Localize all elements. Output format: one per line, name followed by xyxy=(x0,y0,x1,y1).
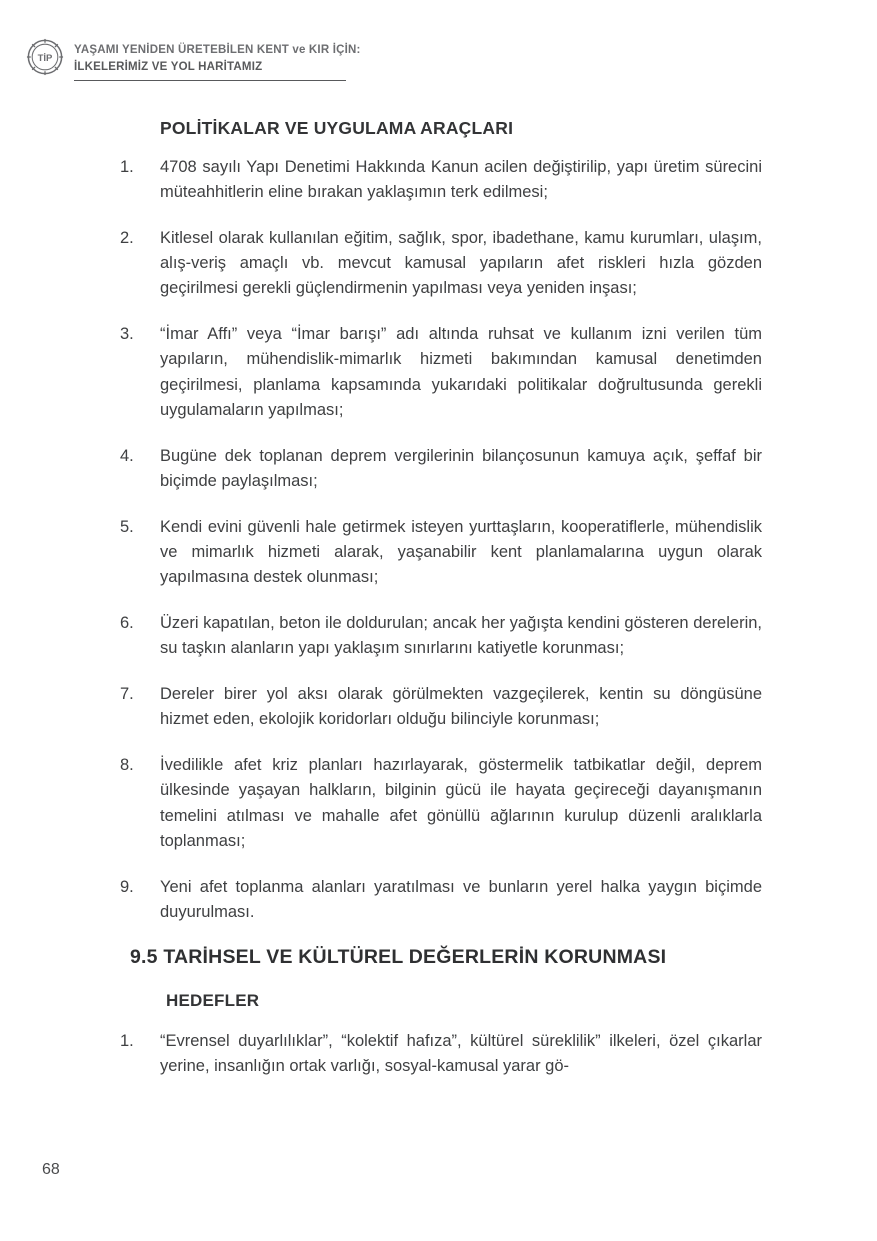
list-item xyxy=(120,753,762,853)
list-item-number: 5. xyxy=(120,517,134,536)
list-item xyxy=(120,611,762,661)
list-item-text: Kendi evini güvenli hale getirmek isteyen yurttaşların, kooperatiflerle, mühendislik ve mimarlık hizmeti alarak, yaşanabilir kent planlamalarına uygun olarak yapılmasına destek olunması; xyxy=(160,517,762,587)
list-item-text: Kitlesel olarak kullanılan eğitim, sağlık, spor, ibadethane, kamu kurumları, ulaşım, alış-veriş amaçlı vb. mevcut kamusal yapıların afet riskleri hızla gözden geçirilmesi gerekli güçlendirmenin yapılması veya yeniden inşası; xyxy=(160,229,762,298)
list-item xyxy=(120,1029,762,1079)
list-item xyxy=(120,515,762,590)
policies-section-title: POLİTİKALAR VE UYGULAMA ARAÇLARI xyxy=(160,118,514,138)
list-item-number: 4. xyxy=(120,446,134,465)
tip-party-logo-icon xyxy=(26,38,64,76)
policies-list xyxy=(120,155,762,925)
list-item-number: 1. xyxy=(120,1031,134,1050)
list-item xyxy=(120,322,762,422)
list-item-text: Bugüne dek toplanan deprem vergilerinin bilançosunun kamuya açık, şeffaf bir biçimde paylaşılması; xyxy=(160,446,762,490)
list-item-number: 8. xyxy=(120,756,134,775)
list-item xyxy=(120,444,762,494)
page-header xyxy=(26,36,361,81)
section-9-5-heading: 9.5 TARİHSEL VE KÜLTÜREL DEĞERLERİN KORUNMASI xyxy=(130,945,667,968)
list-item xyxy=(120,155,762,205)
list-item-text: İvedilikle afet kriz planları hazırlayarak, göstermelik tatbikatlar değil, deprem ülkesinde yaşayan halkların, bilginin gücü ile hayata geçireceği dayanışmanın temelini atılması ve mahalle afet gönüllü ağlarının kurulup düzenli aralıklarla toplanması; xyxy=(160,756,762,850)
page-number: 68 xyxy=(42,1161,60,1178)
list-item-number: 6. xyxy=(120,614,134,633)
header-title-line1: YAŞAMI YENİDEN ÜRETEBİLEN KENT ve KIR İÇİN: xyxy=(74,44,361,56)
list-item-text: Üzeri kapatılan, beton ile doldurulan; ancak her yağışta kendini gösteren derelerin, su taşkın alanların yapı yaklaşım sınırlarını katiyetle korunması; xyxy=(160,614,762,658)
list-item xyxy=(120,682,762,732)
header-divider xyxy=(74,80,346,81)
list-item xyxy=(120,875,762,925)
hedefler-subheading: HEDEFLER xyxy=(166,990,260,1010)
header-title-line2: İLKELERİMİZ VE YOL HARİTAMIZ xyxy=(74,60,263,73)
list-item-number: 2. xyxy=(120,229,134,248)
list-item-text: Dereler birer yol aksı olarak görülmekten vazgeçilerek, kentin su döngüsüne hizmet eden, ekolojik koridorları olduğu bilinciyle korunması; xyxy=(160,685,762,729)
hedefler-list xyxy=(120,1029,762,1079)
list-item-text: 4708 sayılı Yapı Denetimi Hakkında Kanun acilen değiştirilip, yapı üretim sürecini müteahhitlerin eline bırakan yaklaşımın terk edilmesi; xyxy=(160,158,762,202)
list-item-text: “Evrensel duyarlılıklar”, “kolektif hafıza”, kültürel süreklilik” ilkeleri, özel çıkarlar yerine, insanlığın ortak varlığı, sosyal-kamusal yarar gö- xyxy=(160,1031,762,1075)
header-text-block xyxy=(74,36,361,81)
list-item-number: 3. xyxy=(120,325,134,344)
svg-text:TİP: TİP xyxy=(37,52,53,64)
list-item-text: “İmar Affı” veya “İmar barışı” adı altında ruhsat ve kullanım izni verilen tüm yapıların, mühendislik-mimarlık hizmeti bakımından kamusal denetimden geçirilmesi, planlama kapsamında yukarıdaki politikalar doğrultusunda gerekli uygulamaların yapılması; xyxy=(160,325,762,419)
list-item xyxy=(120,226,762,301)
list-item-number: 1. xyxy=(120,158,134,176)
list-item-text: Yeni afet toplanma alanları yaratılması ve bunların yerel halka yaygın biçimde duyurulması. xyxy=(160,877,762,921)
list-item-number: 7. xyxy=(120,685,134,704)
main-content xyxy=(120,118,762,1100)
list-item-number: 9. xyxy=(120,877,134,896)
